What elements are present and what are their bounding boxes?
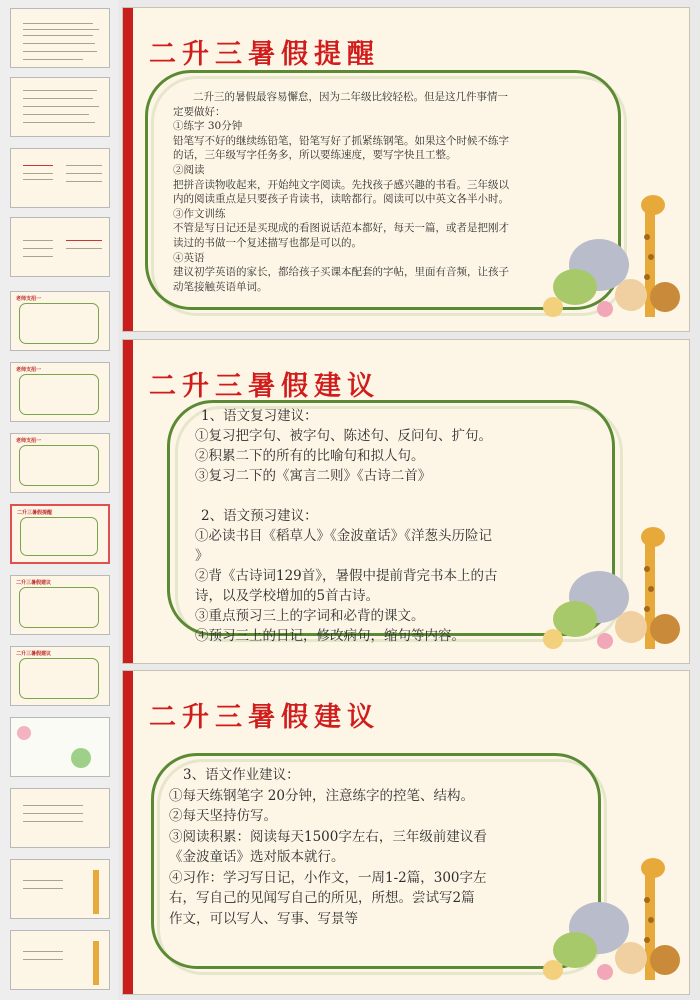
slide-thumbnail-1[interactable] [10, 8, 110, 68]
slide-thumbnail-11[interactable] [10, 717, 110, 777]
thumbnail-title: 二升三暑假建议 [16, 580, 52, 586]
slide-thumbnail-9[interactable] [10, 575, 110, 635]
slide-title: 二升三暑假提醒 [149, 39, 380, 70]
thumbnail-title: 二升三暑假建议 [16, 651, 52, 657]
slide-accent-bar [123, 671, 133, 994]
slide-thumbnail-7[interactable] [10, 433, 110, 493]
slide-title: 二升三暑假建议 [149, 371, 380, 402]
slide-accent-bar [123, 8, 133, 331]
slide-thumbnail-6[interactable] [10, 362, 110, 422]
animal-decoration-illustration [535, 177, 685, 327]
thumbnail-title: 老师支招一 [16, 438, 42, 444]
slide-thumbnail-8[interactable] [10, 504, 110, 564]
thumbnail-title: 老师支招一 [16, 367, 42, 373]
animal-decoration-illustration [535, 509, 685, 659]
slide-summer-advice-1[interactable] [122, 339, 690, 664]
slide-thumbnail-4[interactable] [10, 217, 110, 277]
slide-thumbnail-panel [0, 0, 118, 1000]
animal-decoration-illustration [535, 840, 685, 990]
slide-body-text: 3、语文作业建议： ①每天练钢笔字 20分钟，注意练字的控笔、结构。 ②每天坚持仿写。 ③阅读积累：阅读每天1500字左右，三年级前建议看 《金波童话》选对版本就行。 ④习作：学习写日记，小作文，一周1-2篇，300字左 右，写自己的见闻写自己的所见，所想。尝试写2篇 作文，可以写人、写事、写景等 [169, 767, 487, 927]
slide-body-text: 二升三的暑假最容易懈怠，因为二年级比较轻松。但是这几件事情一 定要做好： ①练字 30分钟 铅笔写不好的继续练铅笔，铅笔写好了抓紧练钢笔。如果这个时候不练字 的话，三年级写字任务多，所以要练速度，要写字快且工整。 ②阅读 把拼音读物收起来，开始纯文字阅读。先找孩子感兴趣的书看。三年级以 内的阅读重点是只要孩子肯读书，读啥都行。阅读可以中英文各半小时。 ③作文训练 不管是写日记还是买现成的看图说话范本都好，每天一篇，或者是把刚才 读过的书做一个复述描写也都是可以的。 ④英语 建议初学英语的家长，都给孩子买课本配套的字帖，里面有音频，让孩子 动笔接触英语单词。 [173, 91, 509, 293]
slide-thumbnail-13[interactable] [10, 859, 110, 919]
slide-thumbnail-14[interactable] [10, 930, 110, 990]
thumbnail-title: 二升三暑假提醒 [17, 510, 53, 516]
slide-thumbnail-10[interactable] [10, 646, 110, 706]
slide-summer-reminder[interactable] [122, 7, 690, 332]
slide-thumbnail-12[interactable] [10, 788, 110, 848]
slide-body-text: 1、语文复习建议： ①复习把字句、被字句、陈述句、反问句、扩句。 ②积累二下的所有的比喻句和拟人句。 ③复习二下的《寓言二则》《古诗二首》 2、语文预习建议： ①必读书目《稻草人》《金波童话》《洋葱头历险记 》 ②背《古诗词129首》，暑假中提前背完书本上的古 诗，以及学校增加的5首古诗。 ③重点预习三上的字词和必背的课文。 ④预习三上的日记，修改病句，缩句等内容。 [195, 408, 498, 644]
slide-thumbnail-5[interactable] [10, 291, 110, 351]
slide-title: 二升三暑假建议 [149, 702, 380, 733]
slide-accent-bar [123, 340, 133, 663]
thumbnail-title: 老师支招一 [16, 296, 42, 302]
slide-thumbnail-3[interactable] [10, 148, 110, 208]
slide-thumbnail-2[interactable] [10, 77, 110, 137]
slide-summer-advice-2[interactable] [122, 670, 690, 995]
